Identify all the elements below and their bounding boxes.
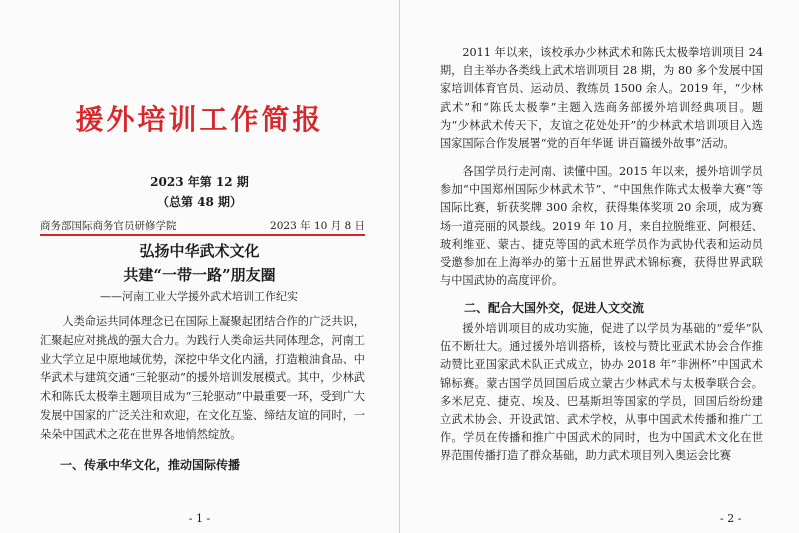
publisher-line: [40, 218, 365, 233]
total-issue-number: （总第 48 期）: [156, 195, 243, 209]
paragraph-training-history: 2011 年以来，该校承办少林武术和陈氏太极拳培训项目 24 期，自主举办各类线上武术培训项目 28 期，为 80 多个发展中国家培训体育官员、运动员、教练员 1500 余人。2019 年，“少林武术”和“陈氏太极拳”主题入选商务部援外培训经典项目。题为“少林武术传天下，友谊之花处处开”的少林武术培训项目入选国家国际合作发展署“党的百年华诞 讲百篇援外故事”活动。: [440, 46, 763, 151]
left-page: [0, 0, 399, 533]
intro-paragraph: 人类命运共同体理念已在国际上凝聚起团结合作的广泛共识，汇聚起应对挑战的强大合力。为践行人类命运共同体理念，河南工业大学立足中原地域优势，深挖中华文化内涵，打造粮油食品、中华武术与建筑交通“三轮驱动”的援外培训发展模式。其中，少林武术和陈氏太极拳主题项目成为“三轮驱动”中最重要一环，受到广大发展中国家的广泛关注和欢迎，在文化互鉴、缔结友谊的同时，一朵朵中国武术之花在世界各地悄然绽放。: [40, 315, 365, 441]
page-number-left: - 1 -: [188, 512, 211, 525]
publisher-name: 商务部国际商务官员研修学院: [40, 220, 177, 232]
red-divider: [40, 234, 365, 236]
publish-date: 2023 年 10 月 8 日: [270, 220, 365, 232]
headline-line-2: 共建“一带一路”朋友圈: [123, 266, 276, 284]
masthead-title: 援外培训工作简报: [75, 103, 324, 136]
headline-line-1: 弘扬中华武术文化: [139, 242, 260, 260]
paragraph-cultural-exchange: 援外培训项目的成功实施，促进了以学员为基础的“爱华”队伍不断壮大。通过援外培训搭桥，该校与赞比亚武术协会合作推动赞比亚国家武术队正式成立，协办 2018 年“非洲杯”中国武术锦标赛。蒙古国学员回国后成立蒙古少林武术与太极拳联合会。多米尼克、捷克、埃及、巴基斯坦等国家的学员，回国后纷纷建立武术协会、开设武馆、武术学校，从事中国武术传播和推广工作。学员在传播和推广中国武术的同时，也为中国武术文化在世界范围传播打造了群众基础，助力武术项目列入奥运会比赛: [440, 322, 763, 463]
right-page: [400, 0, 799, 533]
subheadline: ——河南工业大学援外武术培训工作纪实: [100, 290, 298, 303]
section-heading-2: 二、配合大国外交，促进人文交流: [464, 301, 645, 315]
page-number-right: - 2 -: [720, 512, 742, 525]
paragraph-competitions: 各国学员行走河南、读懂中国。2015 年以来，援外培训学员参加“中国郑州国际少林武术节”、“中国焦作陈式太极拳大赛”等国际比赛，斩获奖牌 300 余枚，获得集体奖项 20 余项，成为赛场一道亮丽的风景线。2019 年 10 月，来自拉脱维亚、阿根廷、玻利维亚、蒙古、捷克等国的武术班学员作为武协代表和运动员受邀参加在上海举办的第十五届世界武术锦标赛，获得世界武联与中国武协的高度评价。: [440, 165, 763, 288]
issue-number: 2023 年第 12 期: [150, 175, 249, 189]
section-heading-1: 一、传承中华文化，推动国际传播: [60, 458, 241, 472]
